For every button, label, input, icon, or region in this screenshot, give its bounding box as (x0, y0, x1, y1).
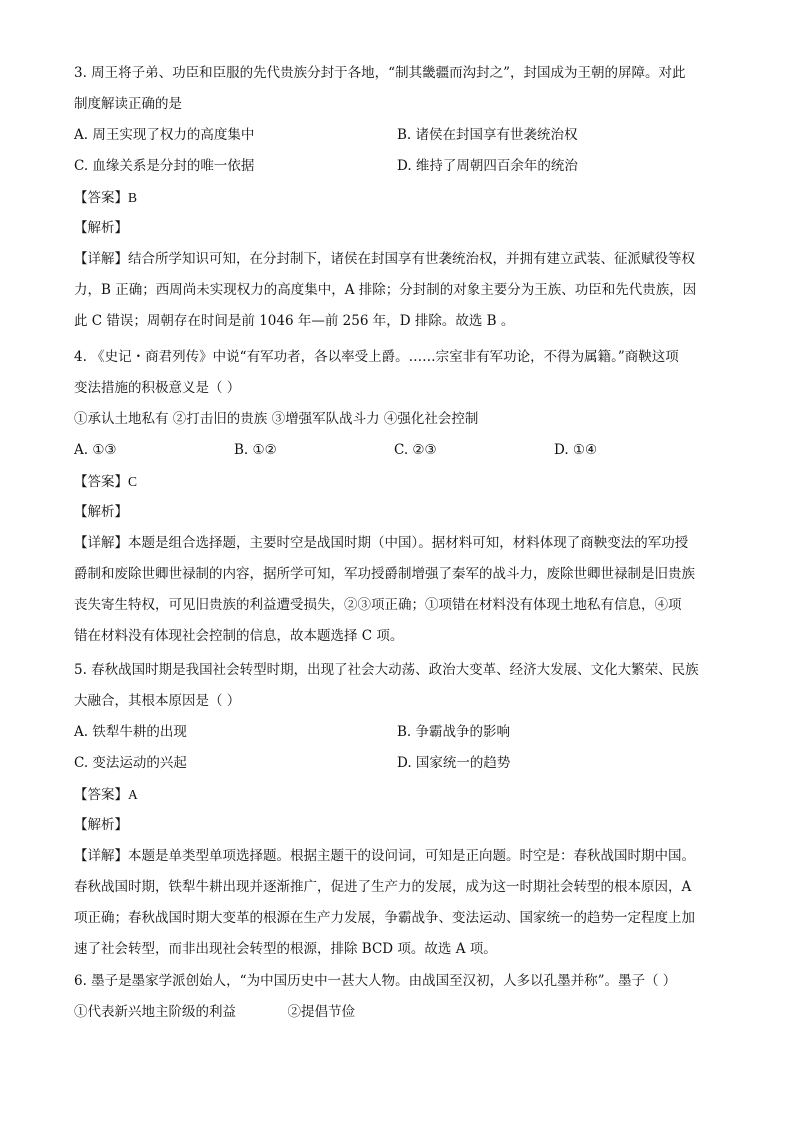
q3-stem-line1: 3. 周王将子弟、功臣和臣服的先代贵族分封于各地，“制其畿疆而沟封之”，封国成为王朝的屏障。对此 (74, 65, 686, 81)
q3-options-row2 (74, 151, 724, 182)
q5-detail-tag: 【详解】 (74, 848, 128, 864)
question-3 (74, 58, 724, 337)
q4-analysis-tag (74, 497, 724, 528)
q4-items: ①承认土地私有 ②打击旧的贵族 ③增强军队战斗力 ④强化社会控制 (74, 411, 479, 427)
q4-detail-line4: 错在材料没有体现社会控制的信息，故本题选择 C 项。 (74, 628, 404, 644)
q5-option-a: A. 铁犁牛耕的出现 (74, 724, 187, 740)
q3-answer-value: B (128, 190, 138, 205)
q4-detail-line3: 丧失寄生特权，可见旧贵族的利益遭受损失，②③项正确；①项错在材料没有体现土地私有信息，④项 (74, 597, 682, 613)
q3-detail-text1: 结合所学知识可知，在分封制下，诸侯在封国享有世袭统治权，并拥有建立武装、征派赋役等权 (128, 251, 695, 267)
q4-answer-tag: 【答案】 (74, 474, 128, 490)
q4-analysis-label: 【解析】 (74, 504, 128, 520)
q3-option-c: C. 血缘关系是分封的唯一依据 (74, 158, 255, 174)
q4-stem-line2: 变法措施的积极意义是（ ） (74, 380, 241, 396)
q3-option-b: B. 诸侯在封国享有世袭统治权 (397, 127, 578, 143)
q3-answer (74, 182, 724, 213)
q3-answer-tag: 【答案】 (74, 190, 128, 206)
q4-answer (74, 466, 724, 497)
q3-analysis-tag (74, 213, 724, 244)
q4-detail-line1 (74, 528, 724, 559)
q5-analysis-tag (74, 810, 724, 841)
q5-detail-line3: 项正确；春秋战国时期大变革的根源在生产力发展，争霸战争、变法运动、国家统一的趋势一定程度上加 (74, 910, 695, 926)
question-6 (74, 966, 724, 1028)
q5-detail-line2: 春秋战国时期，铁犁牛耕出现并逐渐推广，促进了生产力的发展，成为这一时期社会转型的根本原因，A (74, 879, 692, 895)
q4-detail-line2: 爵制和废除世卿世禄制的内容，据所学可知，军功授爵制增强了秦军的战斗力，废除世卿世禄制是旧贵族 (74, 566, 695, 582)
q4-option-d: D. ①④ (554, 442, 598, 458)
q4-option-b: B. ①② (234, 442, 277, 458)
q5-option-b: B. 争霸战争的影响 (397, 724, 511, 740)
q3-option-d: D. 维持了周朝四百余年的统治 (397, 158, 578, 174)
q3-detail-line3: 此 C 错误；周朝存在时间是前 1046 年—前 256 年，D 排除。故选 B 。 (74, 313, 515, 329)
q3-detail-line1 (74, 244, 724, 275)
q5-detail-line1 (74, 841, 724, 872)
q5-options-row2 (74, 748, 724, 779)
q5-option-d: D. 国家统一的趋势 (397, 755, 511, 771)
q5-options-row1 (74, 717, 724, 748)
q4-answer-value: C (128, 474, 138, 489)
q5-answer-value: A (128, 787, 138, 802)
q3-detail-line2: 力，B 正确；西周尚未实现权力的高度集中，A 排除；分封制的对象主要分为王族、功臣和先代贵族，因 (74, 282, 697, 298)
q5-stem-line2: 大融合，其根本原因是（ ） (74, 693, 241, 709)
q4-detail-tag: 【详解】 (74, 535, 128, 551)
q6-stem-line1: 6. 墨子是墨家学派创始人，“为中国历史中一甚大人物。由战国至汉初，人多以孔墨并称”。墨子（ ） (74, 973, 677, 989)
q5-answer (74, 779, 724, 810)
q5-answer-tag: 【答案】 (74, 787, 128, 803)
q4-option-c: C. ②③ (394, 442, 437, 458)
q3-option-a: A. 周王实现了权力的高度集中 (74, 127, 255, 143)
q5-option-c: C. 变法运动的兴起 (74, 755, 187, 771)
q3-stem-line2: 制度解读正确的是 (74, 96, 182, 112)
question-5 (74, 655, 724, 965)
q5-stem-line1: 5. 春秋战国时期是我国社会转型时期，出现了社会大动荡、政治大变革、经济大发展、文化大繁荣、民族 (74, 662, 699, 678)
q5-analysis-label: 【解析】 (74, 817, 128, 833)
q4-stem-line1: 4. 《史记・商君列传》中说“有军功者，各以率受上爵。……宗室非有军功论，不得为属籍。”商鞅这项 (74, 349, 679, 365)
question-4 (74, 342, 724, 652)
q5-detail-text1: 本题是单类型单项选择题。根据主题干的设问词，可知是正向题。时空是：春秋战国时期中国。 (128, 848, 695, 864)
q4-options (74, 435, 724, 466)
q3-detail-tag: 【详解】 (74, 251, 128, 267)
q4-option-a: A. ①③ (74, 442, 117, 458)
q3-analysis-label: 【解析】 (74, 220, 128, 236)
q4-detail-text1: 本题是组合选择题，主要时空是战国时期（中国）。据材料可知，材料体现了商鞅变法的军功授 (128, 535, 689, 551)
q6-items: ①代表新兴地主阶级的利益 ②提倡节俭 (74, 1004, 355, 1020)
q3-options-row1 (74, 120, 724, 151)
q5-detail-line4: 速了社会转型，而非出现社会转型的根源，排除 BCD 项。故选 A 项。 (74, 941, 497, 957)
